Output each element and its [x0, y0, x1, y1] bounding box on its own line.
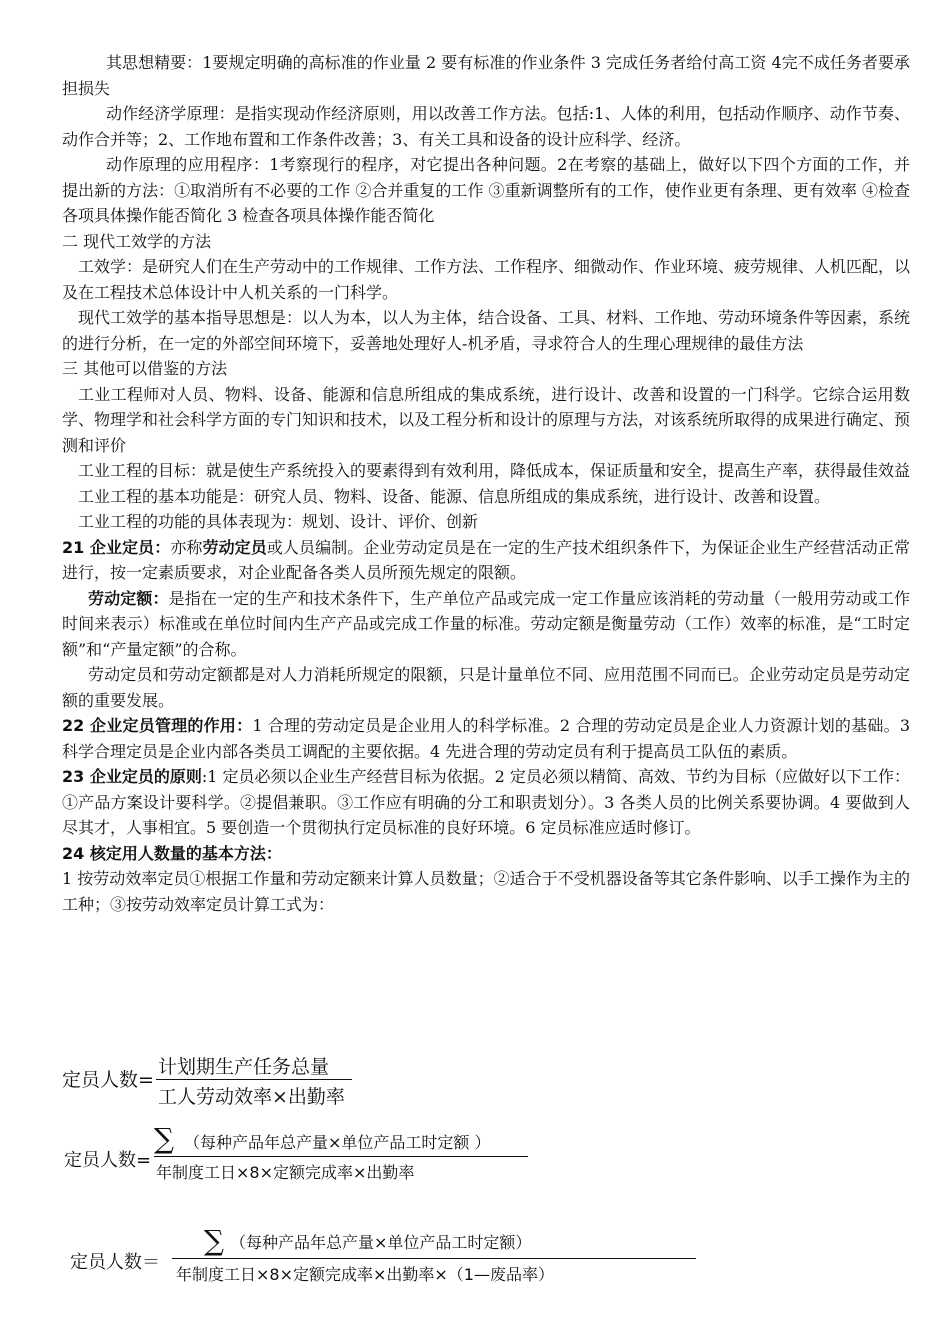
text-22: 1 合理的劳动定员是企业用人的科学标准。2 合理的劳动定员是企业人力资源计划的基础。3 科学合理定员是企业内部各类员工调配的主要依据。4 先进合理的劳动定员有利于提高员工队伍的素质。 [62, 716, 910, 761]
paragraph-22-role [62, 713, 910, 764]
formula-2-sigma: ∑ [154, 1122, 174, 1155]
formula-3-sigma: ∑ [204, 1224, 224, 1257]
paragraph-ie-function-detail: 工业工程的功能的具体表现为：规划、设计、评价、创新 [78, 512, 479, 531]
paragraph-24-methods [62, 841, 910, 867]
paragraph-ie-goal: 工业工程的目标：就是使生产系统投入的要素得到有效利用，降低成本，保证质量和安全，提高生产率，获得最佳效益 [78, 461, 911, 480]
text-labor-quota: 是指在一定的生产和技术条件下，生产单位产品或完成一定工作量应该消耗的劳动量（一般用劳动或工作时间来表示）标准或在单位时间内生产产品或完成工作量的标准。劳动定额是衡量劳动（工作）效率的标准，是“工时定额”和“产量定额”的合称。 [62, 588, 910, 659]
paragraph-labor-quota [62, 586, 910, 663]
term-labor-quota: 劳动定额： [88, 588, 169, 608]
paragraph-motion-economy: 动作经济学原理：是指实现动作经济原则，用以改善工作方法。包括:1、人体的利用，包括动作顺序、动作节奏、动作合并等；2、工作地布置和工作条件改善；3、有关工具和设备的设计应科学、经济。 [62, 104, 910, 149]
heading-23: 23 企业定员的原则 [62, 767, 202, 786]
paragraph-ie-def: 工业工程师对人员、物料、设备、能源和信息所组成的集成系统，进行设计、改善和设置的一门科学。它综合运用数学、物理学和社会科学方面的专门知识和技术，以及工程分析和设计的原理与方法，对该系统所取得的成果进行确定、预测和评价 [62, 384, 911, 455]
paragraph-ie-function: 工业工程的基本功能是：研究人员、物料、设备、能源、信息所组成的集成系统，进行设计、改善和设置。 [78, 486, 831, 506]
formula-product-hours-scrap [62, 1224, 662, 1300]
heading-21: 21 企业定员： [62, 537, 171, 557]
formula-labor-efficiency [62, 1052, 382, 1112]
document-page [62, 50, 910, 917]
section-heading-other-methods: 三 其他可以借鉴的方法 [62, 359, 228, 378]
heading-22: 22 企业定员管理的作用： [62, 716, 253, 735]
paragraph-ergonomics-def: 工效学：是研究人们在生产劳动中的工作规律、工作方法、工作程序、细微动作、作业环境、疲劳规律、人机匹配，以及在工程技术总体设计中人机关系的一门科学。 [62, 257, 911, 302]
section-heading-modern-ergonomics: 二 现代工效学的方法 [62, 231, 212, 251]
formula-1-numerator: 计划期生产任务总量 [158, 1056, 330, 1078]
paragraph-21-staffing [62, 535, 910, 586]
formula-3-fraction-bar [172, 1258, 696, 1259]
paragraph-staffing-vs-quota: 劳动定员和劳动定额都是对人力消耗所规定的限额，只是计量单位不同、应用范围不同而已。企业劳动定员是劳动定额的重要发展。 [62, 665, 910, 710]
paragraph-24-text: 1 按劳动效率定员①根据工作量和劳动定额来计算人员数量；②适合于不受机器设备等其它条件影响、以手工操作为主的工种；③按劳动效率定员计算工式为： [62, 869, 910, 914]
heading-24: 24 核定用人数量的基本方法： [62, 843, 282, 863]
formula-3-lhs: 定员人数＝ [70, 1252, 160, 1273]
formula-3-numerator: （每种产品年总产量×单位产品工时定额） [230, 1233, 532, 1252]
paragraph-motion-procedure: 动作原理的应用程序：1考察现行的程序，对它提出各种问题。2在考察的基础上，做好以下四个方面的工作，并提出新的方法：①取消所有不必要的工作 ②合并重复的工作 ③重新调整所有的工作，使作业更有条理、更有效率 ④检查各项具体操作能否简化 3 检查各项具体操作能否简化 [62, 155, 910, 225]
formula-3-denominator: 年制度工日×8×定额完成率×出勤率×（1—废品率） [176, 1265, 554, 1284]
formula-2-lhs: 定员人数= [64, 1150, 152, 1171]
formula-1-fraction-bar [156, 1079, 352, 1080]
text-21-c: 或人员编制。企业劳动定员是在一定的生产技术组织条件下，为保证企业生产经营活动正常进行，按一定素质要求，对企业配备各类人员所预先规定的限额。 [62, 537, 910, 582]
paragraph-ergonomics-idea: 现代工效学的基本指导思想是：以人为本，以人为主体，结合设备、工具、材料、工作地、劳动环境条件等因素，系统的进行分析，在一定的外部空间环境下，妥善地处理好人-机矛盾，寻求符合人的生理心理规律的最佳方法 [62, 308, 911, 353]
formula-2-denominator: 年制度工日×8×定额完成率×出勤率 [156, 1163, 415, 1182]
term-labor-staffing: 劳动定员 [202, 537, 267, 557]
formula-1-lhs: 定员人数= [62, 1069, 154, 1091]
formula-1-denominator: 工人劳动效率×出勤率 [158, 1086, 345, 1108]
text-21-a: 亦称 [170, 537, 203, 557]
formula-product-hours [62, 1124, 542, 1188]
formula-2-fraction-bar [154, 1156, 528, 1157]
formula-2-numerator: （每种产品年总产量×单位产品工时定额 ） [184, 1133, 491, 1152]
text-23: :1 定员必须以企业生产经营目标为依据。2 定员必须以精简、高效、节约为目标（应做好以下工作：①产品方案设计要科学。②提倡兼职。③工作应有明确的分工和职责划分）。3 各类人员的比例关系要协调。4 要做到人尽其才，人事相宜。5 要创造一个贯彻执行定员标准的良好环境。6 定员标准应适时修订。 [62, 767, 910, 837]
paragraph-23-principles [62, 764, 910, 841]
paragraph-thought-essence: 其思想精要：1要规定明确的高标准的作业量 2 要有标准的作业条件 3 完成任务者给付高工资 4完不成任务者要承担损失 [62, 53, 910, 98]
